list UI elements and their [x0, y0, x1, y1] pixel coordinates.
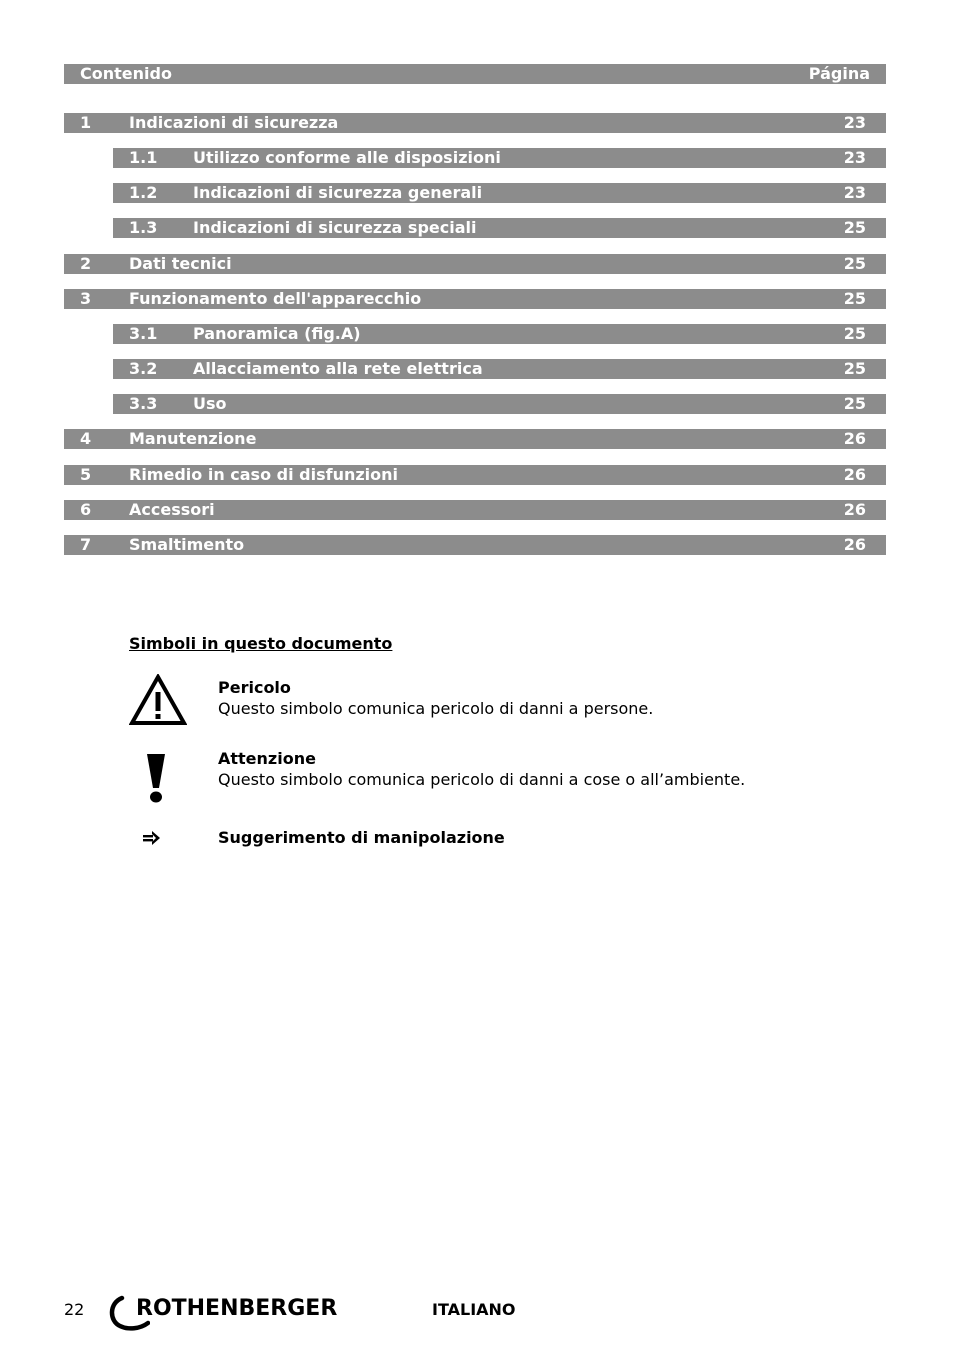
toc-subentry[interactable] — [113, 148, 886, 168]
toc-entry-title: Funzionamento dell'apparecchio — [129, 289, 422, 308]
toc-entry-page: 25 — [843, 359, 866, 378]
exclamation-icon — [144, 754, 168, 804]
danger-title: Pericolo — [218, 678, 291, 697]
toc-entry-title: Accessori — [129, 500, 215, 519]
brand-name: ROTHENBERGER — [136, 1296, 338, 1321]
page-number: 22 — [64, 1300, 85, 1319]
toc-entry[interactable] — [64, 254, 886, 274]
caution-description: Questo simbolo comunica pericolo di danni a cose o all’ambiente. — [218, 770, 746, 789]
toc-entry-title: Indicazioni di sicurezza generali — [193, 183, 483, 202]
toc-subentry[interactable] — [113, 218, 886, 238]
toc-entry-number: 3.3 — [129, 394, 158, 413]
toc-entry[interactable] — [64, 289, 886, 309]
warning-triangle-icon — [129, 674, 187, 726]
toc-entry-page: 26 — [843, 500, 866, 519]
toc-entry-number: 7 — [80, 535, 92, 554]
toc-entry-title: Panoramica (fig.A) — [193, 324, 361, 343]
toc-header-page-label: Página — [808, 64, 870, 83]
toc-entry[interactable] — [64, 535, 886, 555]
caution-title: Attenzione — [218, 749, 316, 768]
toc-entry[interactable] — [64, 500, 886, 520]
toc-entry-page: 25 — [843, 289, 866, 308]
toc-entry-title: Indicazioni di sicurezza — [129, 113, 339, 132]
toc-entry[interactable] — [64, 465, 886, 485]
toc-entry-number: 3.1 — [129, 324, 158, 343]
toc-entry[interactable] — [64, 429, 886, 449]
toc-entry-page: 25 — [843, 218, 866, 237]
toc-entry-number: 1 — [80, 113, 92, 132]
toc-entry-page: 25 — [843, 394, 866, 413]
toc-entry-number: 6 — [80, 500, 92, 519]
toc-entry-number: 3.2 — [129, 359, 158, 378]
toc-entry-page: 25 — [843, 254, 866, 273]
toc-entry-number: 1.3 — [129, 218, 158, 237]
toc-entry-number: 3 — [80, 289, 92, 308]
toc-entry-page: 23 — [843, 113, 866, 132]
symbols-heading: Simboli in questo documento — [129, 634, 393, 653]
toc-entry-number: 4 — [80, 429, 92, 448]
toc-entry-page: 26 — [843, 465, 866, 484]
toc-subentry[interactable] — [113, 324, 886, 344]
language-label: ITALIANO — [432, 1300, 516, 1319]
toc-entry-page: 25 — [843, 324, 866, 343]
danger-description: Questo simbolo comunica pericolo di danni a persone. — [218, 699, 654, 718]
toc-subentry[interactable] — [113, 359, 886, 379]
toc-entry-page: 23 — [843, 148, 866, 167]
toc-header-label: Contenido — [80, 64, 172, 83]
brand-logo — [106, 1295, 346, 1335]
toc-subentry[interactable] — [113, 183, 886, 203]
toc-entry-title: Smaltimento — [129, 535, 245, 554]
toc-entry-title: Uso — [193, 394, 227, 413]
toc-entry[interactable] — [64, 113, 886, 133]
toc-entry-number: 5 — [80, 465, 92, 484]
arrow-right-icon — [143, 830, 161, 846]
toc-header — [64, 64, 886, 84]
toc-subentry[interactable] — [113, 394, 886, 414]
toc-entry-page: 26 — [843, 535, 866, 554]
tip-title: Suggerimento di manipolazione — [218, 828, 505, 847]
toc-entry-title: Dati tecnici — [129, 254, 232, 273]
toc-entry-title: Rimedio in caso di disfunzioni — [129, 465, 399, 484]
toc-entry-title: Indicazioni di sicurezza speciali — [193, 218, 477, 237]
toc-entry-title: Allacciamento alla rete elettrica — [193, 359, 483, 378]
toc-entry-page: 23 — [843, 183, 866, 202]
toc-entry-number: 2 — [80, 254, 92, 273]
toc-entry-number: 1.2 — [129, 183, 158, 202]
toc-entry-title: Manutenzione — [129, 429, 257, 448]
toc-entry-page: 26 — [843, 429, 866, 448]
toc-entry-number: 1.1 — [129, 148, 158, 167]
toc-entry-title: Utilizzo conforme alle disposizioni — [193, 148, 501, 167]
